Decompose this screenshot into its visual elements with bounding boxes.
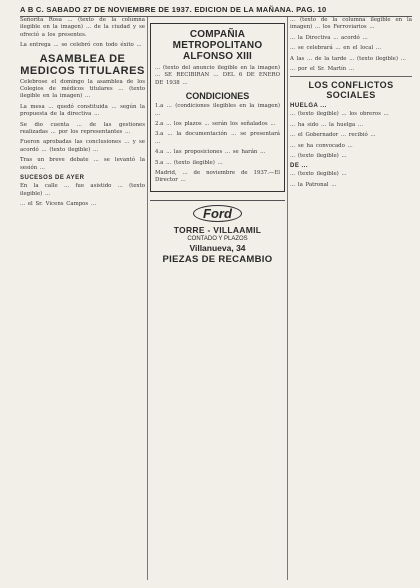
notice-title: COMPAÑIA METROPOLITANO ALFONSO XIII bbox=[172, 29, 263, 62]
paragraph: 4.a ... las proposiciones ... se harán ... bbox=[155, 149, 266, 156]
paragraph: ... por el Sr. Martín ... bbox=[290, 66, 355, 73]
paragraph: Tras un breve debate ... se levantó la sesión ... bbox=[20, 157, 145, 171]
paragraph: La mesa ... quedó constituida ... según la propuesta de la directiva ... bbox=[20, 103, 145, 118]
advertisement bbox=[150, 200, 285, 265]
column-right bbox=[290, 17, 412, 580]
paragraph: ... (texto del anuncio ilegible en la imagen) ... SE RECIBIRAN ... DEL 6 DE ENERO DE 1938 ... bbox=[155, 65, 280, 86]
paragraph: ... el Gobernador ... recibió ... bbox=[290, 132, 376, 139]
paragraph: 1.a ... (condiciones ilegibles en la imagen) ... bbox=[155, 103, 280, 117]
ford-logo: Ford bbox=[193, 205, 242, 222]
column-divider bbox=[287, 17, 288, 580]
section-heading: SUCESOS DE AYER bbox=[20, 175, 85, 182]
ad-address: Villanueva, 34 bbox=[189, 242, 246, 253]
divider bbox=[290, 76, 412, 77]
paragraph: ... ha sido ... la huelga ... bbox=[290, 121, 364, 128]
paragraph: 3.a ... la documentación ... se presentará ... bbox=[155, 131, 280, 145]
section-heading: ASAMBLEA DE MEDICOS TITULARES bbox=[20, 52, 145, 77]
paragraph: Señorita Rosa ... (texto de la columna ilegible en la imagen) ... de la ciudad y se ofreció a los presentes. bbox=[20, 17, 145, 38]
paragraph: La entrega ... se celebró con todo éxito ... bbox=[20, 42, 142, 49]
subheading: DE ... bbox=[290, 163, 309, 170]
section-heading: LOS CONFLICTOS SOCIALES bbox=[308, 80, 394, 101]
subheading: HUELGA ... bbox=[290, 103, 327, 110]
column-divider bbox=[147, 17, 148, 580]
ad-line: CONTADO Y PLAZOS bbox=[187, 235, 248, 242]
paragraph: ... (texto ilegible) ... bbox=[290, 153, 347, 160]
paragraph: ... la Patronal ... bbox=[290, 181, 337, 188]
paragraph: Celebrose el domingo la asamblea de los Colegios de médicos titulares ... (texto ilegible en la imagen) ... bbox=[20, 78, 145, 100]
paragraph: ... se celebrará ... en el local ... bbox=[290, 45, 382, 52]
ad-tagline: PIEZAS DE RECAMBIO bbox=[162, 253, 273, 265]
paragraph: En la calle ... fue asistido ... (texto ilegible) ... bbox=[20, 183, 145, 197]
paragraph: ... la Directiva ... acordó ... bbox=[290, 34, 368, 41]
paragraph: ... el Sr. Vicens Campos ... bbox=[20, 200, 97, 207]
page-header: A B C. SABADO 27 DE NOVIEMBRE DE 1937. EDICION DE LA MAÑANA. PAG. 10 bbox=[20, 5, 327, 14]
paragraph: 2.a ... los plazos ... serán los señalados ... bbox=[155, 121, 276, 128]
paragraph: A las ... de la tarde ... (texto ilegible) ... bbox=[290, 55, 406, 62]
paragraph: ... (texto ilegible) ... los obreros ... bbox=[290, 111, 389, 118]
paragraph: 5.a ... (texto ilegible) ... bbox=[155, 159, 223, 166]
notice-box bbox=[150, 23, 285, 192]
column-left bbox=[20, 17, 145, 580]
paragraph: ... se ha convocado ... bbox=[290, 142, 353, 149]
paragraph: ... (texto de la columna ilegible en la imagen) ... los Ferroviarios ... bbox=[290, 17, 412, 31]
notice-subtitle: CONDICIONES bbox=[185, 91, 250, 102]
paragraph: Fueron aprobadas las conclusiones ... y se acordó ... (texto ilegible) ... bbox=[20, 139, 145, 153]
column-center bbox=[150, 17, 285, 580]
ad-company: TORRE - VILLAAMIL bbox=[173, 224, 262, 235]
paragraph: ... (texto ilegible) ... bbox=[290, 171, 347, 178]
paragraph: Se dio cuenta ... de las gestiones realizadas ... por los representantes ... bbox=[20, 121, 145, 136]
paragraph: Madrid, ... de noviembre de 1937.—El Director ... bbox=[155, 170, 280, 184]
